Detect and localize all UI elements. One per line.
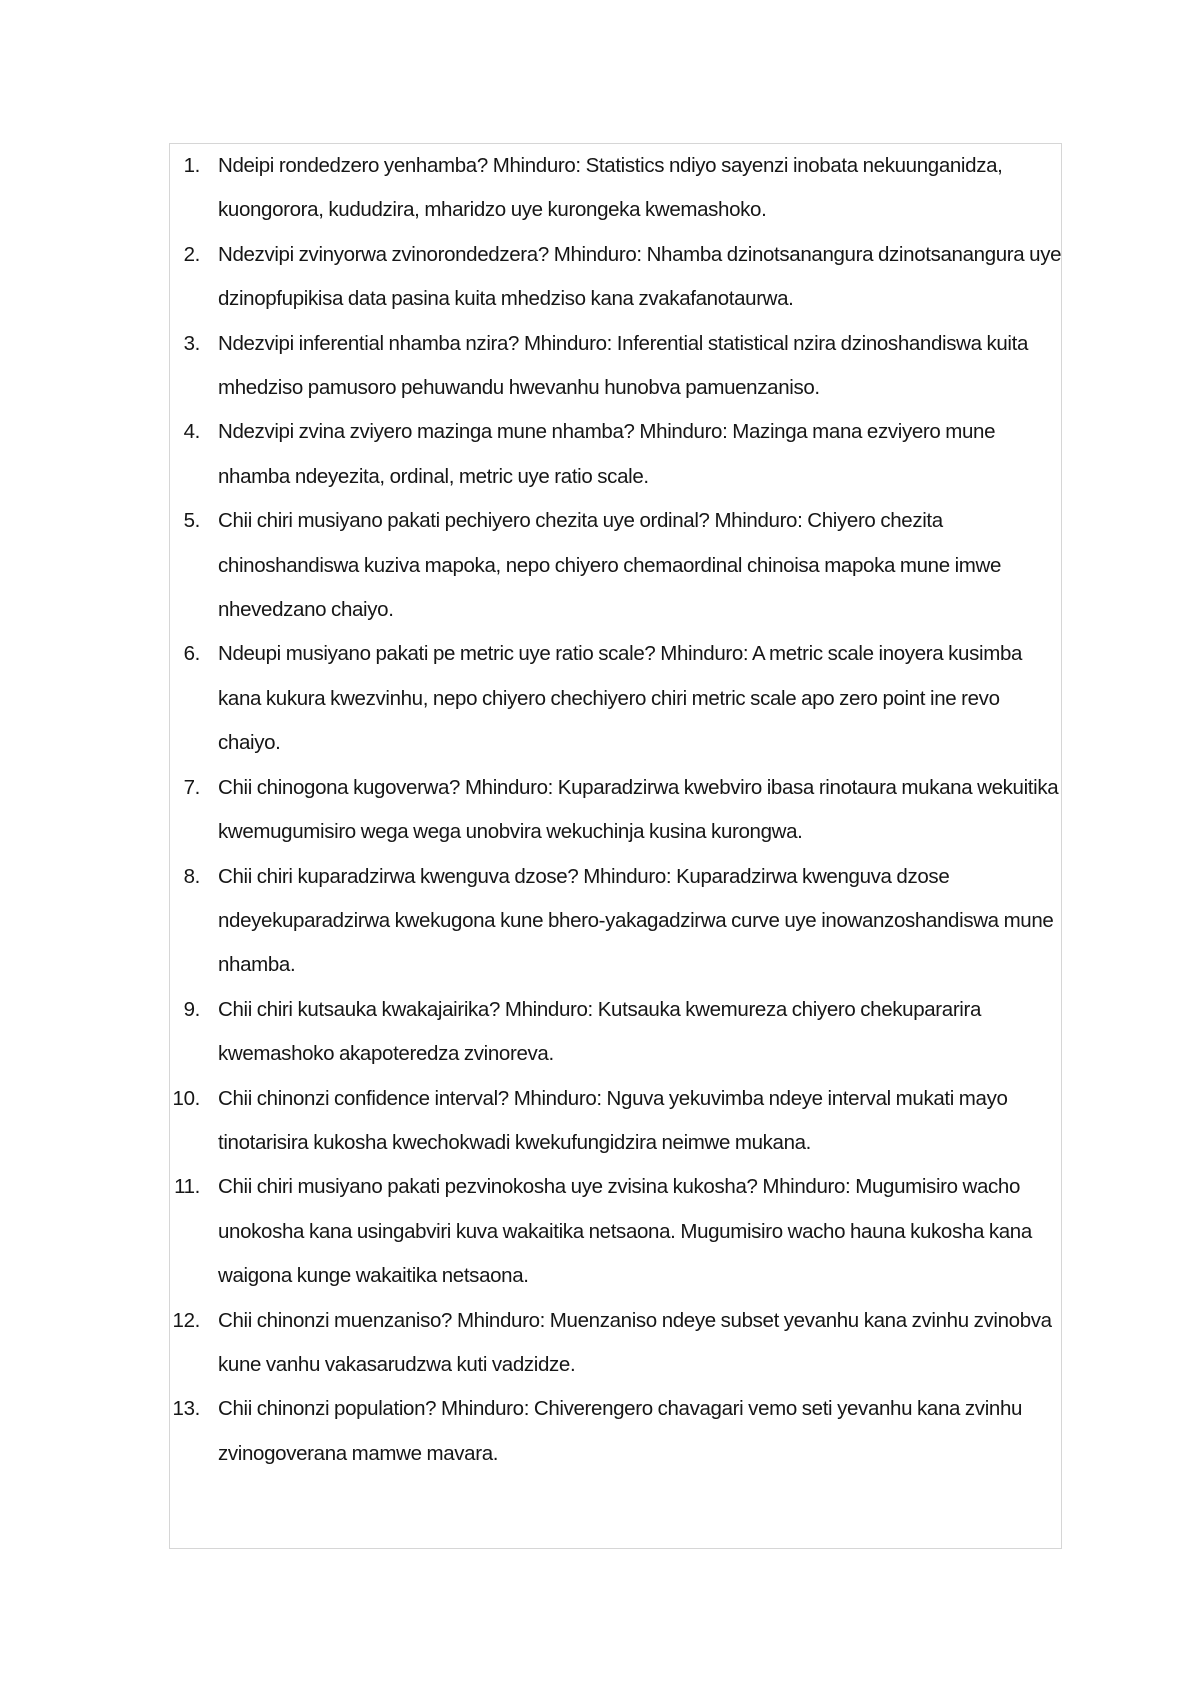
list-item-number: 6.	[183, 642, 200, 666]
list-item-text: Chii chiri musiyano pakati pezvinokosha uye zvisina kukosha? Mhinduro: Mugumisiro wacho unokosha kana usingabviri kuva wakaitika netsaona. Mugumisiro wacho hauna kukosha kana waigona kunge wakaitika netsaona.	[218, 1175, 1032, 1288]
list-item-text: Ndezvipi inferential nhamba nzira? Mhinduro: Inferential statistical nzira dzinoshandiswa kuita mhedziso pamusoro pehuwandu hwevanhu hunobva pamuenzaniso.	[218, 331, 1029, 400]
list-item-text: Ndezvipi zvinyorwa zvinorondedzera? Mhinduro: Nhamba dzinotsanangura dzinotsanangura uye dzinopfupikisa data pasina kuita mhedziso kana zvakafanotaurwa.	[218, 242, 1062, 311]
list-item-text: Chii chinonzi muenzaniso? Mhinduro: Muenzaniso ndeye subset yevanhu kana zvinhu zvinobva kune vanhu vakasarudzwa kuti vadzidze.	[218, 1308, 1052, 1376]
list-item	[170, 1077, 1063, 1166]
question-answer-list	[170, 144, 1063, 1476]
list-item	[170, 1387, 1063, 1476]
list-item-number: 3.	[183, 331, 200, 355]
list-item-number: 10.	[172, 1086, 200, 1110]
list-item	[170, 1299, 1063, 1388]
list-item-text: Chii chinonzi population? Mhinduro: Chiverengero chavagari vemo seti yevanhu kana zvinhu zvinogoverana mamwe mavara.	[218, 1397, 1023, 1465]
list-item-number: 11.	[174, 1175, 200, 1199]
list-item-number: 7.	[183, 775, 200, 799]
list-item-text: Chii chiri kuparadzirwa kwenguva dzose? Mhinduro: Kuparadzirwa kwenguva dzose ndeyekuparadzirwa kwekugona kune bhero-yakagadzirwa curve uye inowanzoshandiswa mune nhamba.	[218, 864, 1054, 977]
list-item	[170, 322, 1063, 411]
list-item-number: 1.	[183, 154, 200, 177]
list-item-text: Chii chinonzi confidence interval? Mhinduro: Nguva yekuvimba ndeye interval mukati mayo tinotarisira kukosha kwechokwadi kwekufungidzira neimwe mukana.	[218, 1086, 1008, 1154]
list-item	[170, 144, 1063, 233]
list-item	[170, 766, 1063, 855]
list-item-number: 9.	[183, 997, 200, 1021]
list-item-text: Ndezvipi zvina zviyero mazinga mune nhamba? Mhinduro: Mazinga mana ezviyero mune nhamba ndeyezita, ordinal, metric uye ratio scale.	[218, 420, 996, 488]
list-item-text: Chii chiri musiyano pakati pechiyero chezita uye ordinal? Mhinduro: Chiyero chezita chinoshandiswa kuziva mapoka, nepo chiyero chemaordinal chinoisa mapoka mune imwe nhevedzano chaiyo.	[218, 509, 1002, 622]
list-item-number: 13.	[172, 1397, 200, 1421]
list-item	[170, 233, 1063, 322]
list-item-text: Ndeupi musiyano pakati pe metric uye ratio scale? Mhinduro: A metric scale inoyera kusimba kana kukura kwezvinhu, nepo chiyero chechiyero chiri metric scale apo zero point ine revo chaiyo.	[218, 642, 1023, 755]
list-item-number: 2.	[183, 242, 200, 266]
list-item-number: 12.	[172, 1308, 200, 1332]
list-item-number: 5.	[183, 509, 200, 533]
list-item	[170, 499, 1063, 632]
list-item-text: Chii chinogona kugoverwa? Mhinduro: Kuparadzirwa kwebviro ibasa rinotaura mukana wekuitika kwemugumisiro wega wega unobvira wekuchinja kusina kurongwa.	[218, 775, 1059, 844]
list-item-text: Ndeipi rondedzero yenhamba? Mhinduro: Statistics ndiyo sayenzi inobata nekuunganidza, kuongorora, kududzira, mharidzo uye kurongeka kwemashoko.	[218, 154, 1003, 222]
list-item	[170, 410, 1063, 499]
list-item	[170, 632, 1063, 765]
table-cell-frame	[169, 143, 1062, 1549]
list-item	[170, 988, 1063, 1077]
list-item	[170, 855, 1063, 988]
list-item-number: 4.	[183, 420, 200, 444]
list-item	[170, 1165, 1063, 1298]
list-item-number: 8.	[183, 864, 200, 888]
list-item-text: Chii chiri kutsauka kwakajairika? Mhinduro: Kutsauka kwemureza chiyero chekupararira kwemashoko akapoteredza zvinoreva.	[218, 997, 982, 1066]
